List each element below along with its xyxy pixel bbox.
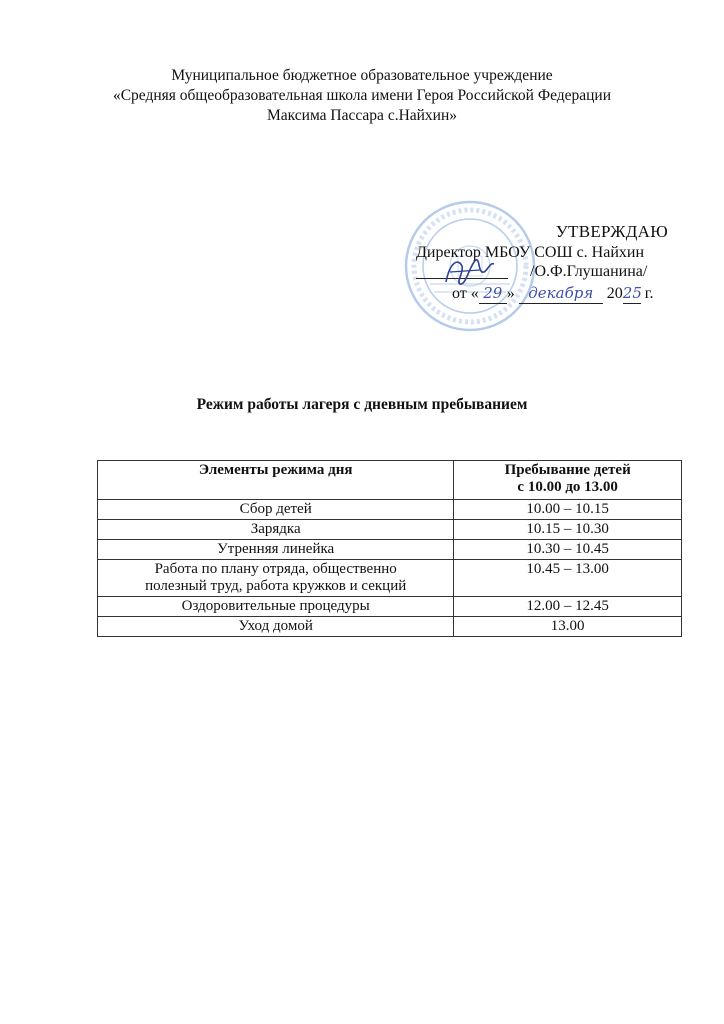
date-prefix: от « xyxy=(452,285,479,302)
date-year-field xyxy=(623,284,641,304)
time-cell: 10.00 – 10.15 xyxy=(454,500,682,520)
activity-cell: Оздоровительные процедуры xyxy=(98,597,454,617)
activity-cell: Утренняя линейка xyxy=(98,540,454,560)
date-month: декабря xyxy=(528,284,594,302)
header-time-line-2: с 10.00 до 13.00 xyxy=(517,479,618,495)
table-row xyxy=(98,540,682,560)
schedule-table xyxy=(97,460,682,637)
header-line-2: «Средняя общеобразовательная школа имени Героя Российской Федерации xyxy=(112,87,612,104)
activity-cell xyxy=(98,560,454,597)
table-row xyxy=(98,560,682,597)
header-time-line-1: Пребывание детей xyxy=(504,462,631,478)
time-cell: 12.00 – 12.45 xyxy=(454,597,682,617)
table-row xyxy=(98,597,682,617)
time-cell: 13.00 xyxy=(454,617,682,637)
date-year: 25 xyxy=(622,284,642,302)
activity-line-2: полезный труд, работа кружков и секций xyxy=(145,578,407,594)
activity-line-1: Работа по плану отряда, общественно xyxy=(154,561,397,577)
date-day: 29 xyxy=(483,284,503,302)
document-title: Режим работы лагеря с дневным пребыванием xyxy=(196,396,528,413)
date-day-field xyxy=(479,284,507,304)
activity-cell: Сбор детей xyxy=(98,500,454,520)
director-name: /О.Ф.Глушанина/ xyxy=(530,263,648,280)
time-cell: 10.15 – 10.30 xyxy=(454,520,682,540)
header-time xyxy=(454,461,682,500)
activity-cell: Уход домой xyxy=(98,617,454,637)
director-title: Директор МБОУ СОШ с. Найхин xyxy=(416,244,645,261)
school-header xyxy=(0,66,724,126)
table-row xyxy=(98,617,682,637)
approve-title: УТВЕРЖДАЮ xyxy=(555,222,668,241)
date-year-prefix: 20 xyxy=(606,285,623,302)
date-quote-close: » xyxy=(506,285,515,302)
approval-block xyxy=(400,196,690,346)
date-year-tail: г. xyxy=(644,285,654,302)
activity-cell: Зарядка xyxy=(98,520,454,540)
time-cell: 10.30 – 10.45 xyxy=(454,540,682,560)
table-header-row xyxy=(98,461,682,500)
table-row xyxy=(98,520,682,540)
table-row xyxy=(98,500,682,520)
approval-date xyxy=(452,284,654,304)
header-line-1: Муниципальное бюджетное образовательное учреждение xyxy=(171,67,553,84)
header-activity: Элементы режима дня xyxy=(98,461,454,500)
date-month-field xyxy=(519,284,603,304)
time-cell: 10.45 – 13.00 xyxy=(454,560,682,597)
header-line-3: Максима Пассара с.Найхин» xyxy=(266,107,458,124)
